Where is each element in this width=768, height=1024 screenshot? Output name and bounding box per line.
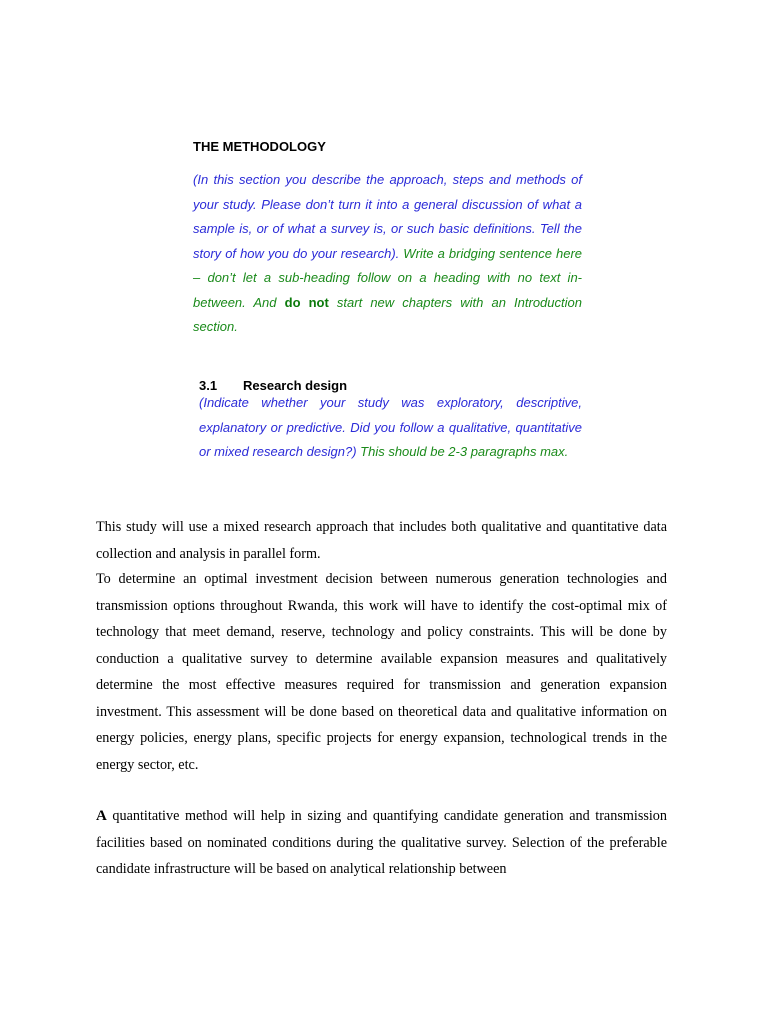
subsection-number: 3.1 [199,378,218,393]
body-paragraph-3 [96,803,667,883]
intro-guidance-text [193,168,582,340]
body-paragraph-1: This study will use a mixed research approach that includes both qualitative and quantitative data collection and analysis in parallel form. [96,519,667,562]
intro-guidance-emphasis: do not [284,294,329,310]
intro-guidance-green-end: start new chapters with an Introduction section. [193,294,582,334]
intro-guidance-green: Write a bridging sentence here – don’t let a sub-heading follow on a heading with no text in-between. And [193,245,583,310]
subsection-title: Research design [243,378,348,393]
paragraph-3-text: quantitative method will help in sizing and quantifying candidate generation and transmission facilities based on nominated conditions during the qualitative survey. Selection of the preferable candidate infrastructure will be based on analytical relationship between [96,808,667,877]
intro-guidance-blue: (In this section you describe the approach, steps and methods of your study. Please don’t turn it into a general discussion of what a sample is, or of what a survey is, or such basic definitions. Tell the story of how you do your research). [193,172,582,261]
body-paragraph-2: To determine an optimal investment decision between numerous generation technologies and transmission options throughout Rwanda, this work will have to identify the cost-optimal mix of technology that meet demand, reserve, technology and policy constraints. This will be done by conduction a qualitative survey to determine available expansion measures and qualitatively determine the most effective measures required for transmission and generation expansion investment. This assessment will be done based on theoretical data and qualitative information on energy policies, energy plans, specific projects for energy expansion, technological trends in the energy sector, etc. [96,571,667,773]
subsection-guidance-text [199,391,582,465]
subsection-guidance-blue: (Indicate whether your study was exploratory, descriptive, explanatory or predictive. Did you follow a qualitative, quantitative or mixed research design?) [199,395,582,459]
paragraph-lead-letter: A [96,808,107,824]
section-heading: THE METHODOLOGY [193,139,326,154]
subsection-guidance-green: This should be 2-3 paragraphs max. [356,444,569,459]
